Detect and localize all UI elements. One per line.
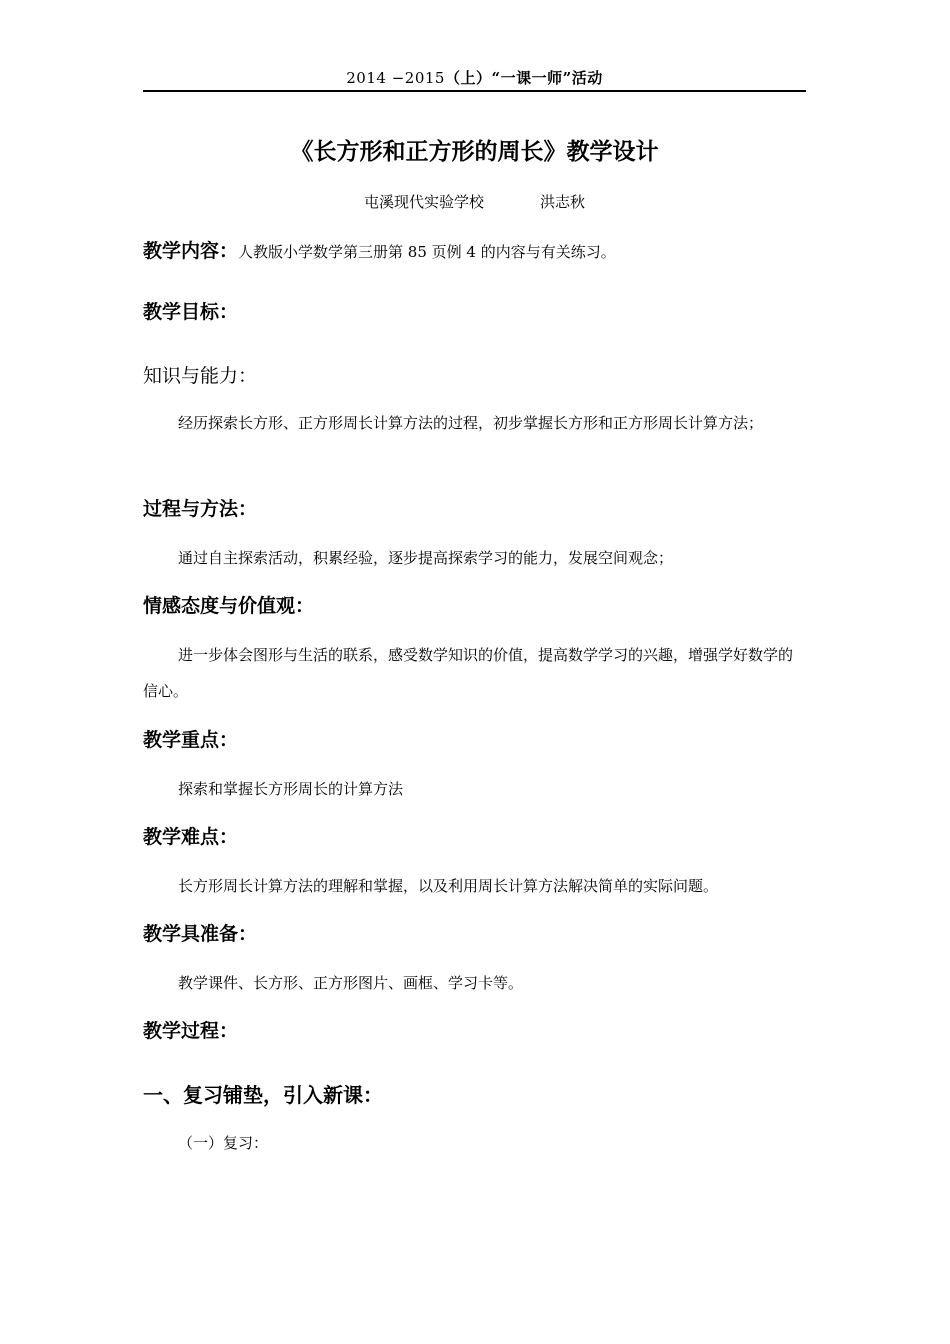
knowledge-heading: 知识与能力： <box>143 365 258 387</box>
materials-heading: 教学具准备： <box>143 923 258 945</box>
document-title: 《长方形和正方形的周长》教学设计 <box>290 139 659 165</box>
key-point-heading: 教学重点： <box>143 729 239 751</box>
header-term: （上） <box>444 69 492 87</box>
part-one-heading: 一、复习铺垫，引入新课： <box>143 1083 383 1107</box>
page-header <box>143 68 806 88</box>
section-content <box>143 237 616 266</box>
part-one-sub: （一）复习： <box>178 1134 269 1152</box>
emotion-heading: 情感态度与价值观： <box>143 595 315 617</box>
process-heading: 教学过程： <box>143 1020 239 1042</box>
content-text: 人教版小学数学第三册第 85 页例 4 的内容与有关练习。 <box>238 243 616 261</box>
header-rule <box>143 90 806 92</box>
section-goals-heading: 教学目标： <box>143 301 239 323</box>
knowledge-text: 经历探索长方形、正方形周长计算方法的过程，初步掌握长方形和正方形周长计算方法； <box>178 414 764 432</box>
process-method-heading: 过程与方法： <box>143 498 258 520</box>
key-point-text: 探索和掌握长方形周长的计算方法 <box>178 780 404 798</box>
author-name: 洪志秋 <box>540 193 586 211</box>
content-label: 教学内容： <box>143 240 239 262</box>
author-school: 屯溪现代实验学校 <box>363 193 484 211</box>
emotion-text: 进一步体会图形与生活的联系，感受数学知识的价值，提高数学学习的兴趣，增强学好数学的信心。 <box>143 646 794 700</box>
header-years: 2014 −2015 <box>346 69 445 87</box>
author-line <box>143 191 806 213</box>
difficulty-heading: 教学难点： <box>143 826 239 848</box>
process-method-text: 通过自主探索活动，积累经验，逐步提高探索学习的能力，发展空间观念； <box>178 549 674 567</box>
materials-text: 教学课件、长方形、正方形图片、画框、学习卡等。 <box>178 974 524 992</box>
difficulty-text: 长方形周长计算方法的理解和掌握，以及利用周长计算方法解决简单的实际问题。 <box>178 877 719 895</box>
header-activity: “一课一师”活动 <box>491 69 603 87</box>
